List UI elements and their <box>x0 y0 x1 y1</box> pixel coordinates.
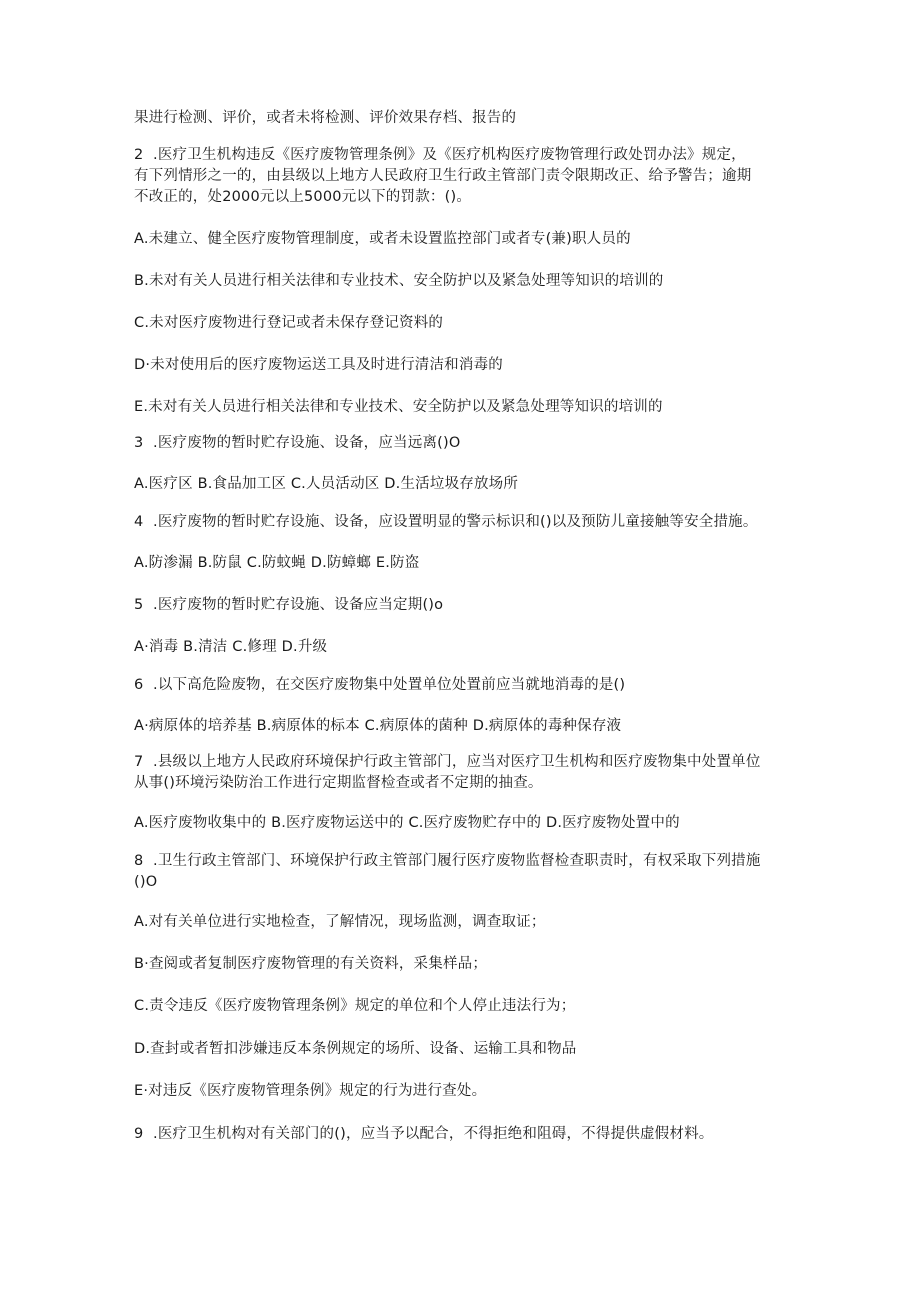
question-2-line-3: 不改正的，处2000元以上5000元以下的罚款：()。 <box>134 189 472 205</box>
question-5: 5 .医疗废物的暂时贮存设施、设备应当定期()o <box>134 597 444 613</box>
question-4: 4 .医疗废物的暂时贮存设施、设备，应设置明显的警示标识和()以及预防儿童接触等安全措施。 <box>134 514 758 530</box>
question-8-option-b: B·查阅或者复制医疗废物管理的有关资料，采集样品； <box>134 956 488 972</box>
question-8-line-1: 8 .卫生行政主管部门、环境保护行政主管部门履行医疗废物监督检查职责时，有权采取下列措施 <box>134 853 761 869</box>
question-4-options: A.防渗漏 B.防鼠 C.防蚊蝇 D.防蟑螂 E.防盗 <box>134 555 420 571</box>
text-line-continuation: 果进行检测、评价，或者未将检测、评价效果存档、报告的 <box>134 110 517 126</box>
question-3-options: A.医疗区 B.食品加工区 C.人员活动区 D.生活垃圾存放场所 <box>134 476 519 492</box>
question-3: 3 .医疗废物的暂时贮存设施、设备，应当远离()O <box>134 435 461 451</box>
question-2-option-a: A.未建立、健全医疗废物管理制度，或者未设置监控部门或者专(兼)职人员的 <box>134 231 631 247</box>
question-8-option-c: C.责令违反《医疗废物管理条例》规定的单位和个人停止违法行为； <box>134 998 576 1014</box>
question-2-line-1: 2 .医疗卫生机构违反《医疗废物管理条例》及《医疗机构医疗废物管理行政处罚办法》规定， <box>134 147 746 163</box>
question-6: 6 .以下高危险废物，在交医疗废物集中处置单位处置前应当就地消毒的是() <box>134 677 626 693</box>
question-2-option-e: E.未对有关人员进行相关法律和专业技术、安全防护以及紧急处理等知识的培训的 <box>134 399 663 415</box>
question-2-option-c: C.未对医疗废物进行登记或者未保存登记资料的 <box>134 315 444 331</box>
question-2-option-d: D·未对使用后的医疗废物运送工具及时进行清洁和消毒的 <box>134 357 503 373</box>
question-7-options: A.医疗废物收集中的 B.医疗废物运送中的 C.医疗废物贮存中的 D.医疗废物处置中的 <box>134 815 680 831</box>
question-8-line-2: ()O <box>134 874 158 890</box>
question-6-options: A·病原体的培养基 B.病原体的标本 C.病原体的菌种 D.病原体的毒种保存液 <box>134 718 622 734</box>
question-8-option-a: A.对有关单位进行实地检查，了解情况，现场监测，调查取证； <box>134 914 546 930</box>
question-7-line-2: 从事()环境污染防治工作进行定期监督检查或者不定期的抽查。 <box>134 775 543 791</box>
question-8-option-e: E·对违反《医疗废物管理条例》规定的行为进行查处。 <box>134 1083 487 1099</box>
question-7-line-1: 7 .县级以上地方人民政府环境保护行政主管部门，应当对医疗卫生机构和医疗废物集中处置单位 <box>134 754 761 770</box>
question-5-options: A·消毒 B.清洁 C.修理 D.升级 <box>134 639 328 655</box>
question-2-line-2: 有下列情形之一的，由县级以上地方人民政府卫生行政主管部门责令限期改正、给予警告；逾期 <box>134 168 752 184</box>
question-9: 9 .医疗卫生机构对有关部门的()，应当予以配合，不得拒绝和阻碍，不得提供虚假材料。 <box>134 1126 714 1142</box>
question-8-option-d: D.查封或者暂扣涉嫌违反本条例规定的场所、设备、运输工具和物品 <box>134 1041 577 1057</box>
question-2-option-b: B.未对有关人员进行相关法律和专业技术、安全防护以及紧急处理等知识的培训的 <box>134 273 664 289</box>
